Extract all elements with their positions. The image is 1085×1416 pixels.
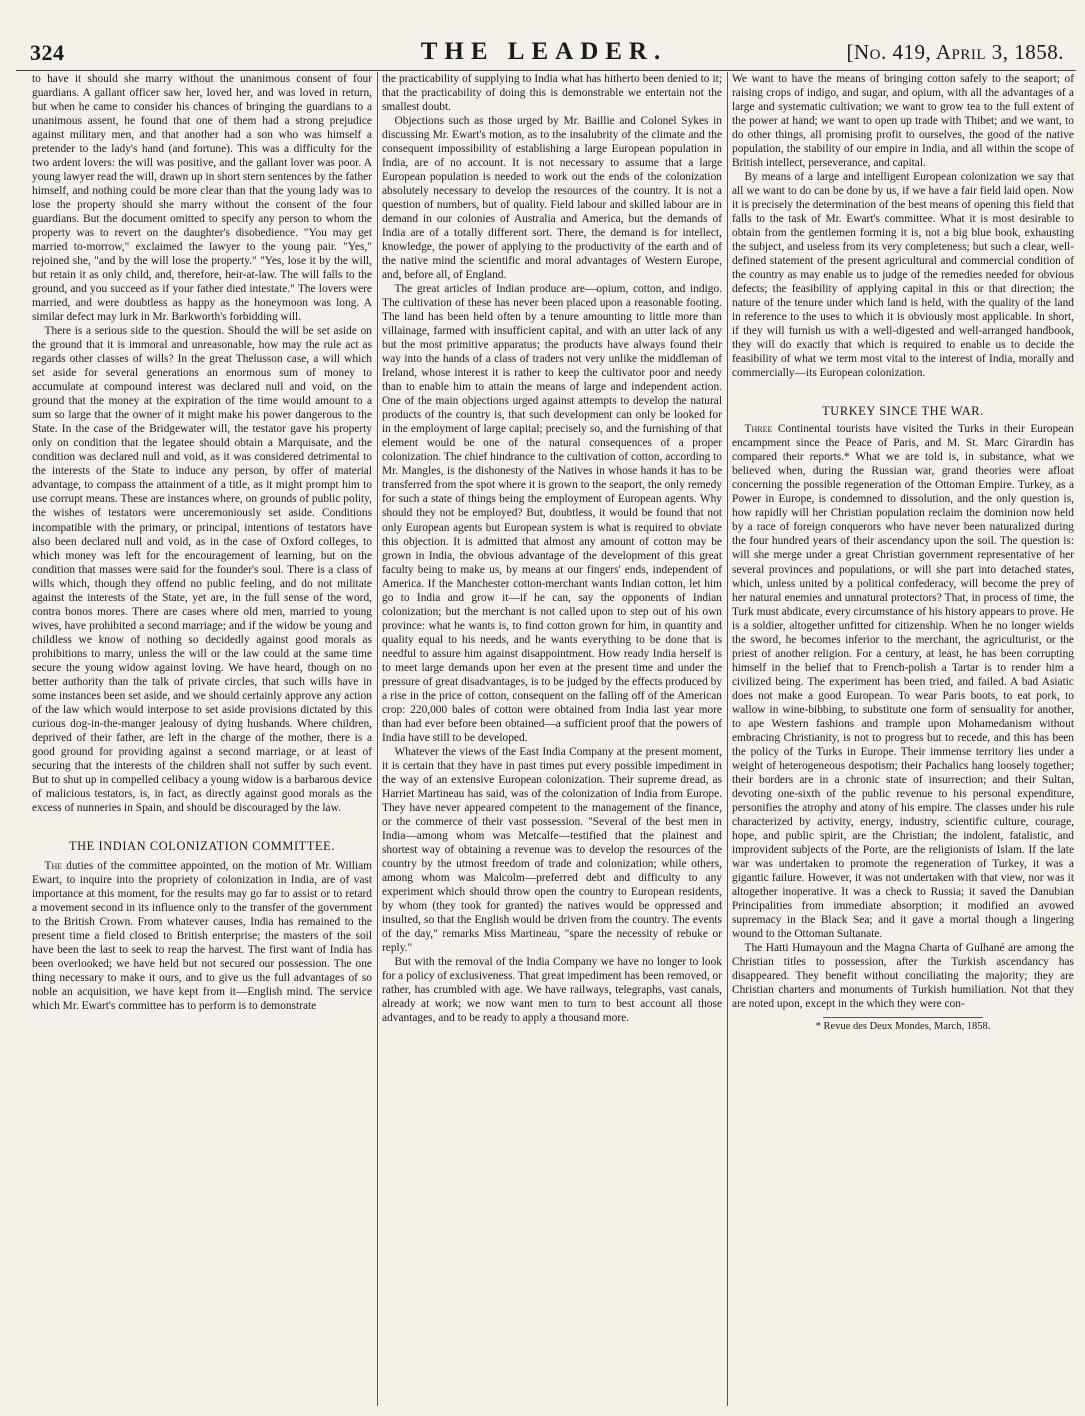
column-2 [382, 72, 722, 1406]
paragraph: to have it should she marry without the unanimous consent of four guardians. A gallant officer saw her, loved her, and was loved in return, but when he came to consider his chances of bringing the guardians to a unanimous assent, he found that one of them had a strong prejudice against military men, and that another had a son who was himself a pretender to the lady's hand (and fortune). This was a difficulty for the two ardent lovers: the will was positive, and the gallant lover was poor. A young lawyer read the will, drawn up in short stern sentences by the father himself, and nothing could be more clear than that the young lady was to lose the property should she marry without the consent of the four guardians. But the document omitted to specify any person to whom the property was to revert on the daughter's disobedience. "You may get married to-morrow," exclaimed the lawyer to the young pair. "Yes," rejoined she, "and by the will lose the property." "Yes, lose it by the will, but retain it as only child, and, therefore, heir-at-law. The will falls to the ground, and you succeed as if your father died intestate." The lovers were married, and were doubtless as happy as the honeymoon was long. A similar defect may lurk in Mr. Barkworth's forbidding will. [32, 73, 372, 324]
paragraph: But with the removal of the India Company we have no longer to look for a policy of exclusiveness. That great impediment has been removed, or rather, has crumbled with age. We have railways, telegraphs, vast canals, already at work; we now want men to turn to best account all those advantages, and to be ready to apply a thousand more. [382, 955, 722, 1025]
paragraph-text: Continental tourists have visited the Turks in their European encampment since the Peace of Paris, and M. St. Marc Girardin has compared their reports.* What we are told is, in substance, what we believed when, during the Russian war, grand theories were afloat concerning the possible regeneration of the Ottoman Empire. Turkey, as a Power in Europe, is condemned to dissolution, and the only question is, how rapidly will her Christian population reclaim the dominion now held by a race of foreign conquerors who have never been naturalized during the four hundred years of their ascendancy upon the soil. The question is: will she merge under a great Christian government representative of her several provinces and populations, or will she part into detached states, which, unless united by a political confederacy, will become the prey of her natural enemies and unnatural protectors? That, in process of time, the Turk must abdicate, every circumstance of his history appears to prove. He is a soldier, altogether unfitted for citizenship. When he no longer wields the sword, he becomes inferior to the merchant, the agriculturist, or the priest of another religion. For a century, at least, he has been corrupting himself in the belief that to French-polish a Tartar is to render him a civilized being. The experiment has been tried, and failed. A bad Asiatic does not make a good European. To wear Paris boots, to eat pork, to wallow in wine-bibbing, to substitute one form of sensuality for another, to ape Western fashions and trample upon Mohamedanism without embracing Christianity, is not to progress but to recede, and this has been the policy of the Turks in Europe. Their immense territory lies under a weight of heterogeneous despotism; their Pachalics hang loosely together; their borders are in a chronic state of insurrection; and their Sultan, devoting one-sixth of the public revenue to his personal expenditure, personifies the atrophy and atony of his empire. The classes under his rule characterized by activity, energy, industry, scientific culture, courage, hope, and public spirit, are the Christian; the indolent, fatalistic, and improvident subjects of the Porte, are the religionists of Islam. If the late war was undertaken to promote the regeneration of Turkey, it was a gigantic failure. However, it was not undertaken with that view, nor was it altogether inoperative. It was a check to Russia; it saved the Danubian Principalities from immediate absorption; it modified an avowed supremacy in the Black Sea; and it gave a mortal though a lingering wound to the Ottoman Sultanate. [732, 423, 1074, 940]
paragraph: There is a serious side to the question. Should the will be set aside on the ground that it is immoral and unreasonable, how may the rule act as regards other classes of wills? In the great Thelusson case, a will which set aside for several generations an enormous sum of money to accumulate at compound interest was declared null and void, on the ground that the money at the expiration of the time would amount to a sum so large that the owner of it might make his power dangerous to the State. In the case of the Bridgewater will, the testator gave his property only on condition that the legatee should obtain a Marquisate, and the condition was declared null and void, as it was considered detrimental to the interests of the State to induce any person, by offer of material advantage, to compass the attainment of a title, as it might prompt him to use corrupt means. These are instances where, on grounds of public polity, the wishes of testators were unceremoniously set aside. Conditions incompatible with the primary, or principal, intentions of testators have also been declared null and void, as in the case of Oxford colleges, to which money was left for the encouragement of learning, but on the condition that masses were said for the founder's soul. There is a class of wills which, though they offend no public feeling, and do not militate against the interests of the State, yet are, in the full sense of the word, contra bonos mores. There are cases where old men, married to young wives, have prohibited a second marriage; and if the widow be young and childless we know of nothing so decidedly against good morals as prohibitions to marry, unless the will or the law could at the same time secure the young widow against loving. We have heard, though on no better authority than the talk of private circles, that such wills have in some instances been set aside, and we should certainly approve any action of the law which would interpose to set aside provisions dictated by this curious dog-in-the-manger jealousy of dying husbands. Where children, deprived of their father, are left in the charge of the mother, there is a good ground for providing against a second marriage, or at least of securing that the interests of the children shall not suffer by such event. But to shut up in compelled celibacy a young widow is a barbarous device of malicious testators, is, in fact, as directly against good morals as the excess of nunneries in Spain, and should be discouraged by the law. [32, 325, 372, 814]
article-lead-paragraph [732, 422, 1074, 941]
footnote: * Revue des Deux Mondes, March, 1858. [815, 1021, 991, 1032]
paragraph: We want to have the means of bringing cotton safely to the seaport; of raising crops of indigo, and sugar, and opium, with all the advantages of a large and systematic cultivation; we want to grow tea to the full extent of the power at hand; we want to open up trade with Thibet; and we want, to do other things, all promising profit to ourselves, the good of the native population, the stability of our empire in India, and all within the scope of British intellect, perseverance, and capital. [732, 73, 1074, 170]
paragraph: The Hatti Humayoun and the Magna Charta of Gulhané are among the Christian titles to possession, after the Turkish ascendancy has disappeared. They benefit without conciliating the majority; they are Christian charters and monuments of Turkish humiliation. Not that they are noted upon, except in the which they were con- [732, 941, 1074, 1010]
paragraph: the practicability of supplying to India what has hitherto been denied to it; that the practicability of doing this is demonstrable we entertain not the smallest doubt. [382, 73, 722, 114]
paragraph: By means of a large and intelligent European colonization we say that all we want to do can be done by us, if we have a fair field laid open. Now it is precisely the determination of the best means of opening this field that falls to the task of Mr. Ewart's committee. What it is most desirable to obtain from the gentlemen forming it is, not a big blue book, exhausting the subject, and useless from its very completeness; but such a clear, well-defined statement of the present agricultural and commercial condition of the country as may enable us to judge of the remedies needed for obvious defects; the feasibility of applying capital in this or that direction; the nature of the tenure under which land is held, with the quality of the land in reference to the uses to which it is obviously most applicable. In short, if they will furnish us with a well-digested and well-arranged handbook, they will do exactly that which is required to enable us to decide the feasibility of what we term most vital to the interest of India, morally and commercially—its European colonization. [732, 171, 1074, 380]
column-divider [727, 72, 728, 1406]
page-header [16, 40, 1072, 66]
article-heading-turkey: TURKEY SINCE THE WAR. [822, 404, 984, 419]
paragraph: The great articles of Indian produce are—opium, cotton, and indigo. The cultivation of these has never been placed upon a reasonable footing. The land has been held often by a tenure amounting to little more than villainage, farmed with insufficient capital, and with an utter lack of any but the most primitive apparatus; the products have always found their way into the hands of a class of traders not very unlike the middleman of Ireland, whose interest it is rather to keep the cultivator poor and needy than to enable him to attain the means of large and independent action. One of the main objections urged against attempts to develop the natural products of the country is, that such development can only be looked for in the employment of large capital; precisely so, and the furnishing of that element would be one of the natural consequences of a proper colonization. The chief hindrance to the cultivation of cotton, according to Mr. Mangles, is the dishonesty of the Natives in whose hands it has to be transferred from the spot where it is grown to the seaport, the only remedy for such a state of things being the employment of European agents. Why should they not be employed? But, doubtless, it would be found that not only European agents but European system is what is required to obviate this objection. It is admitted that almost any amount of cotton may be grown in India, the obvious advantage of the development of this great faculty being to make us, by means at our fingers' ends, independent of America. If the Manchester cotton-merchant wants Indian cotton, let him go to India and grow it—if he can, say the opponents of Indian colonization; but the merchant is not called upon to step out of his own province: what he wants is, to find cotton grown for him, in quantity and quality equal to his needs, and he wants everything to be done that is needful to assure him against disappointment. How ready India herself is to meet large demands upon her even at the present time and under the pressure of great disadvantages, is to be judged by the effects produced by a rise in the price of cotton, consequent on the falling off of the American crop: 220,000 bales of cotton were obtained from India last year more than had ever before been obtained—a sufficient proof that the powers of India have still to be developed. [382, 283, 722, 744]
paragraph: Whatever the views of the East India Company at the present moment, it is certain that they have in past times put every possible impediment in the way of an extensive European colonization. Their supreme dread, as Harriet Martineau has said, was of the colonization of India from Europe. They have never appeared competent to the management of the finance, or the commerce of their vast possession. "Several of the best men in India—among whom was Metcalfe—testified that the plainest and shortest way of obtaining a revenue was to develop the resources of the country by the utmost freedom of trade and colonization; while others, among whom was Malcolm—preferred debt and difficulty to any experiment which should throw open the country to European residents, by whom (they took for granted) the natives would be oppressed and insulted, so that the English would be driven from the country. The events of the day," remarks Miss Martineau, "spare the necessity of rebuke or reply." [382, 745, 722, 954]
article-lead-paragraph [32, 859, 372, 1013]
article-heading-indian-colonization: THE INDIAN COLONIZATION COMMITTEE. [68, 838, 336, 853]
header-rule [16, 70, 1076, 71]
column-divider [377, 72, 378, 1406]
footnote-rule [823, 1017, 983, 1018]
paragraph: Objections such as those urged by Mr. Baillie and Colonel Sykes in discussing Mr. Ewart's motion, as to the insalubrity of the climate and the consequent impossibility of establishing a large European population in India, are of no account. It is not necessary to assume that a large European population is needed to work out the ends of the colonization absolutely necessary to develop the resources of the country. It is not a question of numbers, but of quality. Field labour and skilled labour are in demand in our colonies of Australia and America, but the demands of India are of a totally different sort. There, the demand is for intellect, knowledge, the power of applying to the productivity of the earth and of the native mind the scientific and moral advantages of Western Europe, and, before all, of England. [382, 115, 722, 282]
masthead-title: THE LEADER. [420, 38, 668, 65]
column-1 [32, 72, 372, 1406]
issue-info: [No. 419, April 3, 1858. [846, 40, 1064, 64]
paragraph-text: duties of the committee appointed, on the motion of Mr. William Ewart, to inquire into the propriety of colonization in India, are of vast importance at this moment, for the results may go far to assist or to retard a movement second in its influence only to the transfer of the government to the British Crown. From whatever causes, India has remained to the present time a field closed to British enterprise; the masters of the soil have been the last to seek to reap the harvest. The first want of India has been overlooked; we have held but not secured our possession. The one thing necessary to make it ours, and to give us the full advantages of so noble an acquisition, we have kept from it—English mind. The service which Mr. Ewart's committee has to perform is to demonstrate [32, 859, 372, 1012]
column-3 [732, 72, 1074, 1406]
lead-word: Three [744, 423, 773, 436]
page-number: 324 [30, 40, 65, 65]
lead-word: The [44, 859, 63, 872]
